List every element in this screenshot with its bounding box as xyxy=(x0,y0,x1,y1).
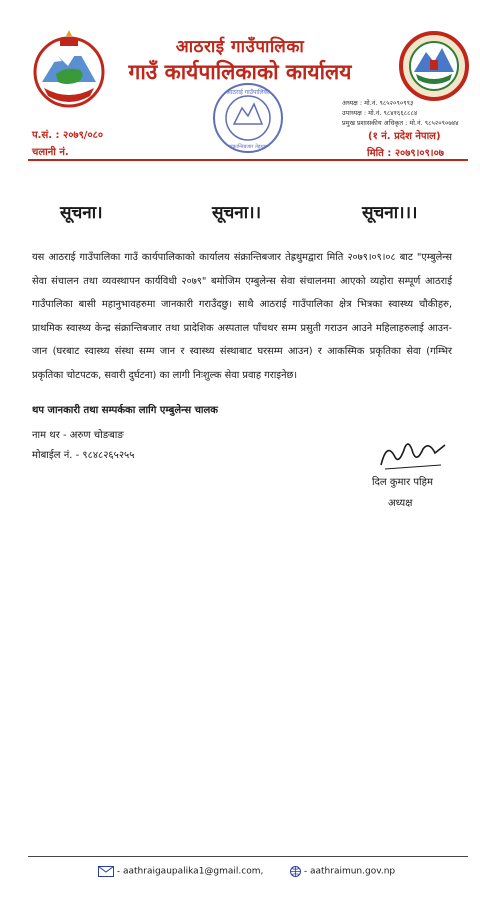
website-text: - aathraimun.gov.np xyxy=(303,866,396,877)
contact-line: उपाध्यक्ष : मो.नं. ९८४१६६८८८४ xyxy=(342,109,418,117)
office-stamp xyxy=(210,80,286,156)
municipality-name: आठराई गाउँपालिका xyxy=(175,37,305,57)
footer-divider xyxy=(28,856,468,857)
header-divider xyxy=(28,159,468,161)
notice-heading: सूचना। xyxy=(60,203,103,223)
footer-email[interactable] xyxy=(98,866,263,877)
contact-line: अध्यक्ष : मो.नं. ९८५२०९०९९३ xyxy=(342,99,414,107)
signer-name: दिल कुमार पहिम xyxy=(372,477,433,488)
email-text: - aathraigaupalika1@gmail.com, xyxy=(116,866,264,877)
envelope-icon xyxy=(98,866,114,877)
stamp-text: संक्रान्तिबजार तेह्रथुम xyxy=(229,144,267,150)
notice-body: यस आठराई गाउँपालिका गाउँ कार्यपालिकाको कार्यालय संक्रान्तिबजार तेह्रथुमद्वारा मिति २०७९।०९।०८ बाट "एम्बुलेन्स सेवा संचालन तथा व्यवस्थापन कार्यविधी २०७९" बमोजिम एम्बुलेन्स सेवा संचालनमा आएको व्यहोरा सम्पूर्ण आठराई गाउँपालिका बासी महानुभावहरुमा जानकारी गराउँदछु। साथै आठराई गाउँपालिका क्षेत्र भित्रका स्वास्थ्य चौकीहरु, प्राथमिक स्वास्थ्य केन्द्र संक्रान्तिबजार तथा प्रादेशिक अस्पताल पाँचथर सम्म प्रसुती गराउन आउने महिलाहरुलाई आउन-जान (घरबाट स्वास्थ्य संस्था सम्म जान र स्वास्थ्य संस्थाबाट घरसम्म आउन) र आकस्मिक प्रकृतिका सेवा (गम्भिर प्रकृतिका चोटपटक, सवारी दुर्घटना) का लागी निःशुल्क सेवा प्रवाह गराइनेछ। xyxy=(32,252,452,381)
driver-name: नाम थर - अरुण चोङबाङ xyxy=(32,430,124,441)
letter-date: मिति : २०७९।०९।०७ xyxy=(367,148,445,159)
official-contacts xyxy=(342,98,470,128)
notice-heading: सूचना।। xyxy=(212,203,262,223)
signature xyxy=(375,435,449,473)
contact-heading: थप जानकारी तथा सम्पर्कका लागि एम्बुलेन्स चालक xyxy=(32,405,218,416)
globe-icon xyxy=(290,866,301,877)
signer-designation: अध्यक्ष xyxy=(388,498,413,509)
dispatch-number: चलानी नं. xyxy=(32,147,69,158)
stamp-text: आठराई गाउँपालिका xyxy=(226,89,270,96)
contact-line: प्रमुख प्रशासकीय अधिकृत : मो.नं. ९८५२०९०७४४ xyxy=(342,119,459,127)
office-name: गाउँ कार्यपालिकाको कार्यालय xyxy=(128,60,352,84)
notice-heading: सूचना।।। xyxy=(362,203,418,223)
footer-website[interactable] xyxy=(290,866,395,877)
reference-number: प.सं. : २०७९/०८० xyxy=(32,130,104,141)
driver-mobile: मोबाईल नं. - ९८४८२६५२५५ xyxy=(32,450,135,461)
province-label: (१ नं. प्रदेश नेपाल) xyxy=(368,131,441,142)
